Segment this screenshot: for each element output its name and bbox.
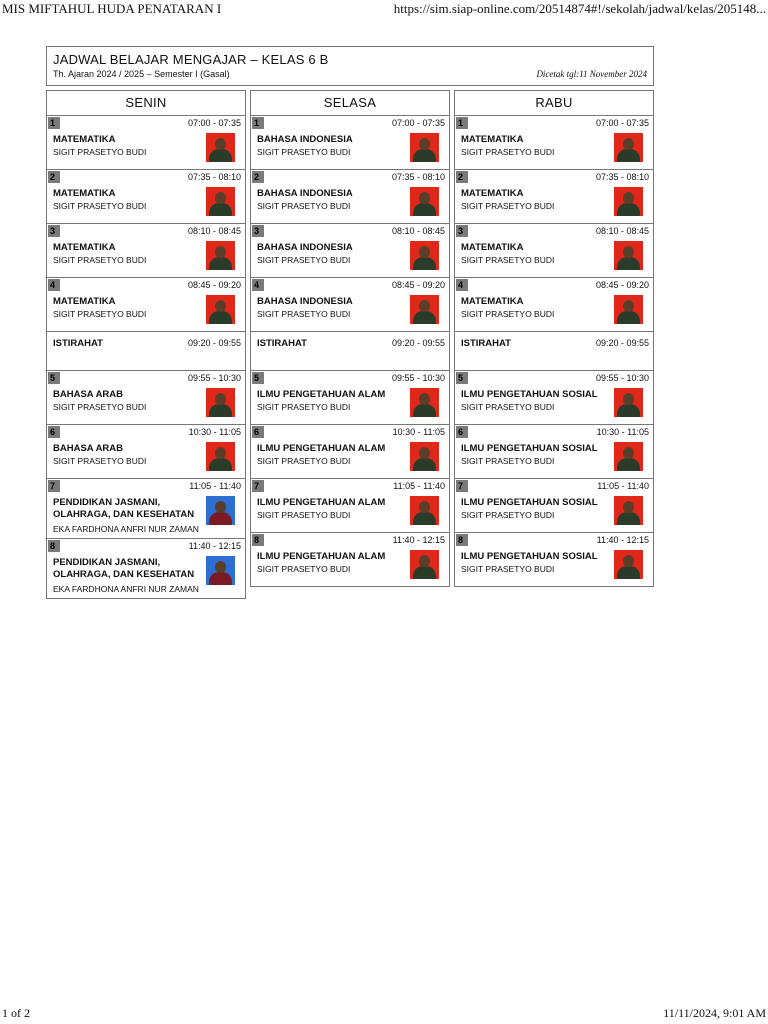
- lesson-slot: [251, 278, 449, 332]
- photo-head-shape: [419, 246, 430, 258]
- subject-name: ILMU PENGETAHUAN ALAM: [257, 443, 386, 454]
- subject-name: BAHASA ARAB: [53, 443, 124, 454]
- subject-name: ISTIRAHAT: [257, 338, 307, 349]
- period-number: 5: [252, 372, 264, 384]
- photo-head-shape: [215, 300, 226, 312]
- period-number: 4: [252, 279, 264, 291]
- lesson-slot: [251, 170, 449, 224]
- period-number: 3: [48, 225, 60, 237]
- lesson-slot: [47, 278, 245, 332]
- teacher-photo: [614, 133, 643, 162]
- period-number: 2: [252, 171, 264, 183]
- period-number: 3: [252, 225, 264, 237]
- teacher-photo: [206, 133, 235, 162]
- lesson-slot: [47, 371, 245, 425]
- period-number: 6: [456, 426, 468, 438]
- photo-head-shape: [215, 192, 226, 204]
- period-time: 07:35 - 08:10: [187, 172, 241, 182]
- photo-body-shape: [209, 404, 232, 417]
- subject-name: ILMU PENGETAHUAN ALAM: [257, 551, 386, 562]
- print-date: Dicetak tgl:11 November 2024: [536, 69, 647, 79]
- teacher-photo: [206, 187, 235, 216]
- period-number: 8: [48, 540, 60, 552]
- period-number: 4: [48, 279, 60, 291]
- period-time: 11:40 - 12:15: [188, 541, 241, 551]
- teacher-name: SIGIT PRASETYO BUDI: [53, 147, 147, 157]
- teacher-photo: [206, 388, 235, 417]
- period-number: 7: [252, 480, 264, 492]
- teacher-name: SIGIT PRASETYO BUDI: [53, 456, 147, 466]
- teacher-name: EKA FARDHONA ANFRI NUR ZAMAN: [53, 584, 199, 594]
- photo-head-shape: [623, 300, 634, 312]
- lesson-slot: [47, 224, 245, 278]
- day-column-senin: [46, 90, 246, 599]
- teacher-photo: [206, 556, 235, 585]
- period-time: 08:45 - 09:20: [187, 280, 241, 290]
- teacher-photo: [614, 388, 643, 417]
- photo-body-shape: [209, 149, 232, 162]
- teacher-name: SIGIT PRASETYO BUDI: [461, 309, 555, 319]
- photo-body-shape: [413, 149, 436, 162]
- lesson-slot: [251, 425, 449, 479]
- teacher-name: SIGIT PRASETYO BUDI: [53, 309, 147, 319]
- lesson-slot: [455, 224, 653, 278]
- period-time: 07:35 - 08:10: [595, 172, 649, 182]
- teacher-name: SIGIT PRASETYO BUDI: [53, 201, 147, 211]
- photo-head-shape: [419, 192, 430, 204]
- lesson-slot: [251, 533, 449, 586]
- lesson-slot: [455, 371, 653, 425]
- teacher-photo: [614, 187, 643, 216]
- subject-name: PENDIDIKAN JASMANI, OLAHRAGA, DAN KESEHATAN: [53, 497, 195, 520]
- teacher-photo: [614, 496, 643, 525]
- period-number: 1: [252, 117, 264, 129]
- lesson-slot: [251, 479, 449, 533]
- photo-body-shape: [209, 203, 232, 216]
- teacher-name: SIGIT PRASETYO BUDI: [461, 402, 555, 412]
- period-time: 07:00 - 07:35: [187, 118, 241, 128]
- break-slot: [251, 332, 449, 371]
- photo-head-shape: [623, 555, 634, 567]
- period-time: 11:05 - 11:40: [189, 481, 241, 491]
- period-number: 3: [456, 225, 468, 237]
- period-time: 10:30 - 11:05: [596, 427, 649, 437]
- teacher-photo: [614, 442, 643, 471]
- period-time: 09:55 - 10:30: [187, 373, 241, 383]
- subject-name: ISTIRAHAT: [53, 338, 103, 349]
- lesson-slot: [455, 479, 653, 533]
- period-time: 07:35 - 08:10: [391, 172, 445, 182]
- photo-head-shape: [215, 393, 226, 405]
- period-time: 11:40 - 12:15: [392, 535, 445, 545]
- subject-name: ISTIRAHAT: [461, 338, 511, 349]
- period-time: 09:55 - 10:30: [391, 373, 445, 383]
- break-slot: [47, 332, 245, 371]
- subject-name: ILMU PENGETAHUAN SOSIAL: [461, 497, 598, 508]
- photo-body-shape: [413, 404, 436, 417]
- photo-head-shape: [623, 393, 634, 405]
- teacher-photo: [410, 388, 439, 417]
- print-url: https://sim.siap-online.com/20514874#!/sekolah/jadwal/kelas/205148...: [393, 1, 766, 16]
- period-number: 7: [48, 480, 60, 492]
- photo-body-shape: [413, 257, 436, 270]
- print-datetime: 11/11/2024, 9:01 AM: [663, 1006, 766, 1020]
- photo-head-shape: [215, 138, 226, 150]
- period-number: 5: [456, 372, 468, 384]
- teacher-photo: [410, 133, 439, 162]
- lesson-slot: [455, 533, 653, 586]
- photo-body-shape: [617, 257, 640, 270]
- teacher-name: SIGIT PRASETYO BUDI: [257, 456, 351, 466]
- lesson-slot: [47, 116, 245, 170]
- teacher-photo: [206, 496, 235, 525]
- lesson-slot: [47, 170, 245, 224]
- photo-head-shape: [215, 561, 226, 573]
- period-time: 08:45 - 09:20: [595, 280, 649, 290]
- photo-head-shape: [623, 138, 634, 150]
- day-header: SENIN: [47, 91, 245, 116]
- photo-head-shape: [419, 501, 430, 513]
- photo-body-shape: [617, 149, 640, 162]
- photo-head-shape: [623, 246, 634, 258]
- period-number: 1: [48, 117, 60, 129]
- lesson-slot: [455, 116, 653, 170]
- lesson-slot: [47, 539, 245, 598]
- teacher-name: SIGIT PRASETYO BUDI: [53, 255, 147, 265]
- teacher-photo: [410, 295, 439, 324]
- lesson-slot: [251, 371, 449, 425]
- teacher-name: SIGIT PRASETYO BUDI: [257, 564, 351, 574]
- lesson-slot: [251, 224, 449, 278]
- photo-head-shape: [215, 447, 226, 459]
- photo-body-shape: [617, 458, 640, 471]
- subject-name: ILMU PENGETAHUAN SOSIAL: [461, 443, 598, 454]
- academic-year: Th. Ajaran 2024 / 2025 – Semester I (Gasal): [53, 69, 230, 79]
- period-time: 08:45 - 09:20: [391, 280, 445, 290]
- photo-body-shape: [209, 572, 232, 585]
- period-number: 6: [252, 426, 264, 438]
- teacher-photo: [614, 550, 643, 579]
- subject-name: ILMU PENGETAHUAN SOSIAL: [461, 389, 598, 400]
- day-header: RABU: [455, 91, 653, 116]
- period-time: 11:05 - 11:40: [393, 481, 445, 491]
- period-number: 8: [252, 534, 264, 546]
- teacher-photo: [614, 295, 643, 324]
- period-number: 1: [456, 117, 468, 129]
- subject-name: BAHASA INDONESIA: [257, 188, 353, 199]
- period-time: 07:00 - 07:35: [595, 118, 649, 128]
- photo-head-shape: [419, 555, 430, 567]
- subject-name: BAHASA ARAB: [53, 389, 124, 400]
- photo-body-shape: [617, 404, 640, 417]
- period-number: 7: [456, 480, 468, 492]
- lesson-slot: [47, 425, 245, 479]
- period-time: 08:10 - 08:45: [595, 226, 649, 236]
- photo-body-shape: [413, 458, 436, 471]
- subject-name: BAHASA INDONESIA: [257, 296, 353, 307]
- photo-head-shape: [419, 138, 430, 150]
- subject-name: BAHASA INDONESIA: [257, 134, 353, 145]
- subject-name: ILMU PENGETAHUAN ALAM: [257, 389, 386, 400]
- period-time: 08:10 - 08:45: [391, 226, 445, 236]
- subject-name: MATEMATIKA: [461, 188, 524, 199]
- teacher-name: SIGIT PRASETYO BUDI: [461, 510, 555, 520]
- photo-head-shape: [623, 447, 634, 459]
- page-count: 1 of 2: [2, 1006, 30, 1020]
- teacher-photo: [410, 187, 439, 216]
- teacher-name: SIGIT PRASETYO BUDI: [257, 510, 351, 520]
- subject-name: MATEMATIKA: [53, 134, 116, 145]
- teacher-photo: [206, 295, 235, 324]
- period-time: 11:05 - 11:40: [597, 481, 649, 491]
- day-column-selasa: [250, 90, 450, 587]
- lesson-slot: [47, 479, 245, 539]
- schedule-title-box: [46, 46, 654, 86]
- photo-body-shape: [413, 203, 436, 216]
- photo-body-shape: [209, 512, 232, 525]
- teacher-photo: [614, 241, 643, 270]
- teacher-photo: [410, 550, 439, 579]
- teacher-photo: [410, 241, 439, 270]
- subject-name: MATEMATIKA: [53, 188, 116, 199]
- teacher-photo: [410, 442, 439, 471]
- period-time: 09:55 - 10:30: [595, 373, 649, 383]
- photo-body-shape: [413, 512, 436, 525]
- period-number: 8: [456, 534, 468, 546]
- subject-name: MATEMATIKA: [53, 242, 116, 253]
- teacher-name: SIGIT PRASETYO BUDI: [257, 309, 351, 319]
- print-header: [0, 0, 768, 18]
- period-number: 5: [48, 372, 60, 384]
- photo-body-shape: [209, 257, 232, 270]
- photo-body-shape: [617, 311, 640, 324]
- period-time: 09:20 - 09:55: [595, 338, 649, 348]
- photo-head-shape: [419, 393, 430, 405]
- period-time: 07:00 - 07:35: [391, 118, 445, 128]
- subject-name: ILMU PENGETAHUAN ALAM: [257, 497, 386, 508]
- teacher-name: SIGIT PRASETYO BUDI: [461, 255, 555, 265]
- period-time: 09:20 - 09:55: [187, 338, 241, 348]
- teacher-photo: [410, 496, 439, 525]
- day-header: SELASA: [251, 91, 449, 116]
- teacher-name: SIGIT PRASETYO BUDI: [257, 255, 351, 265]
- subject-name: BAHASA INDONESIA: [257, 242, 353, 253]
- teacher-name: SIGIT PRASETYO BUDI: [461, 564, 555, 574]
- schedule-title: JADWAL BELAJAR MENGAJAR – KELAS 6 B: [53, 52, 329, 67]
- teacher-name: SIGIT PRASETYO BUDI: [461, 201, 555, 211]
- lesson-slot: [455, 170, 653, 224]
- subject-name: MATEMATIKA: [461, 134, 524, 145]
- period-number: 2: [48, 171, 60, 183]
- subject-name: MATEMATIKA: [461, 296, 524, 307]
- print-footer: [0, 1006, 768, 1024]
- subject-name: MATEMATIKA: [461, 242, 524, 253]
- teacher-photo: [206, 442, 235, 471]
- photo-body-shape: [209, 311, 232, 324]
- period-number: 2: [456, 171, 468, 183]
- photo-head-shape: [623, 501, 634, 513]
- teacher-name: EKA FARDHONA ANFRI NUR ZAMAN: [53, 524, 199, 534]
- teacher-name: SIGIT PRASETYO BUDI: [461, 147, 555, 157]
- teacher-photo: [206, 241, 235, 270]
- lesson-slot: [455, 425, 653, 479]
- photo-body-shape: [413, 311, 436, 324]
- photo-head-shape: [215, 246, 226, 258]
- teacher-name: SIGIT PRASETYO BUDI: [53, 402, 147, 412]
- period-time: 11:40 - 12:15: [596, 535, 649, 545]
- break-slot: [455, 332, 653, 371]
- photo-body-shape: [413, 566, 436, 579]
- teacher-name: SIGIT PRASETYO BUDI: [257, 402, 351, 412]
- subject-name: MATEMATIKA: [53, 296, 116, 307]
- print-page-title: MIS MIFTAHUL HUDA PENATARAN I: [2, 1, 222, 16]
- photo-head-shape: [419, 447, 430, 459]
- photo-body-shape: [617, 566, 640, 579]
- subject-name: ILMU PENGETAHUAN SOSIAL: [461, 551, 598, 562]
- period-time: 08:10 - 08:45: [187, 226, 241, 236]
- photo-head-shape: [215, 501, 226, 513]
- teacher-name: SIGIT PRASETYO BUDI: [257, 201, 351, 211]
- subject-name: PENDIDIKAN JASMANI, OLAHRAGA, DAN KESEHATAN: [53, 557, 195, 580]
- period-number: 6: [48, 426, 60, 438]
- period-time: 10:30 - 11:05: [392, 427, 445, 437]
- lesson-slot: [251, 116, 449, 170]
- teacher-name: SIGIT PRASETYO BUDI: [461, 456, 555, 466]
- photo-head-shape: [419, 300, 430, 312]
- period-time: 10:30 - 11:05: [188, 427, 241, 437]
- day-column-rabu: [454, 90, 654, 587]
- photo-head-shape: [623, 192, 634, 204]
- teacher-name: SIGIT PRASETYO BUDI: [257, 147, 351, 157]
- period-number: 4: [456, 279, 468, 291]
- photo-body-shape: [617, 203, 640, 216]
- period-time: 09:20 - 09:55: [391, 338, 445, 348]
- photo-body-shape: [209, 458, 232, 471]
- photo-body-shape: [617, 512, 640, 525]
- lesson-slot: [455, 278, 653, 332]
